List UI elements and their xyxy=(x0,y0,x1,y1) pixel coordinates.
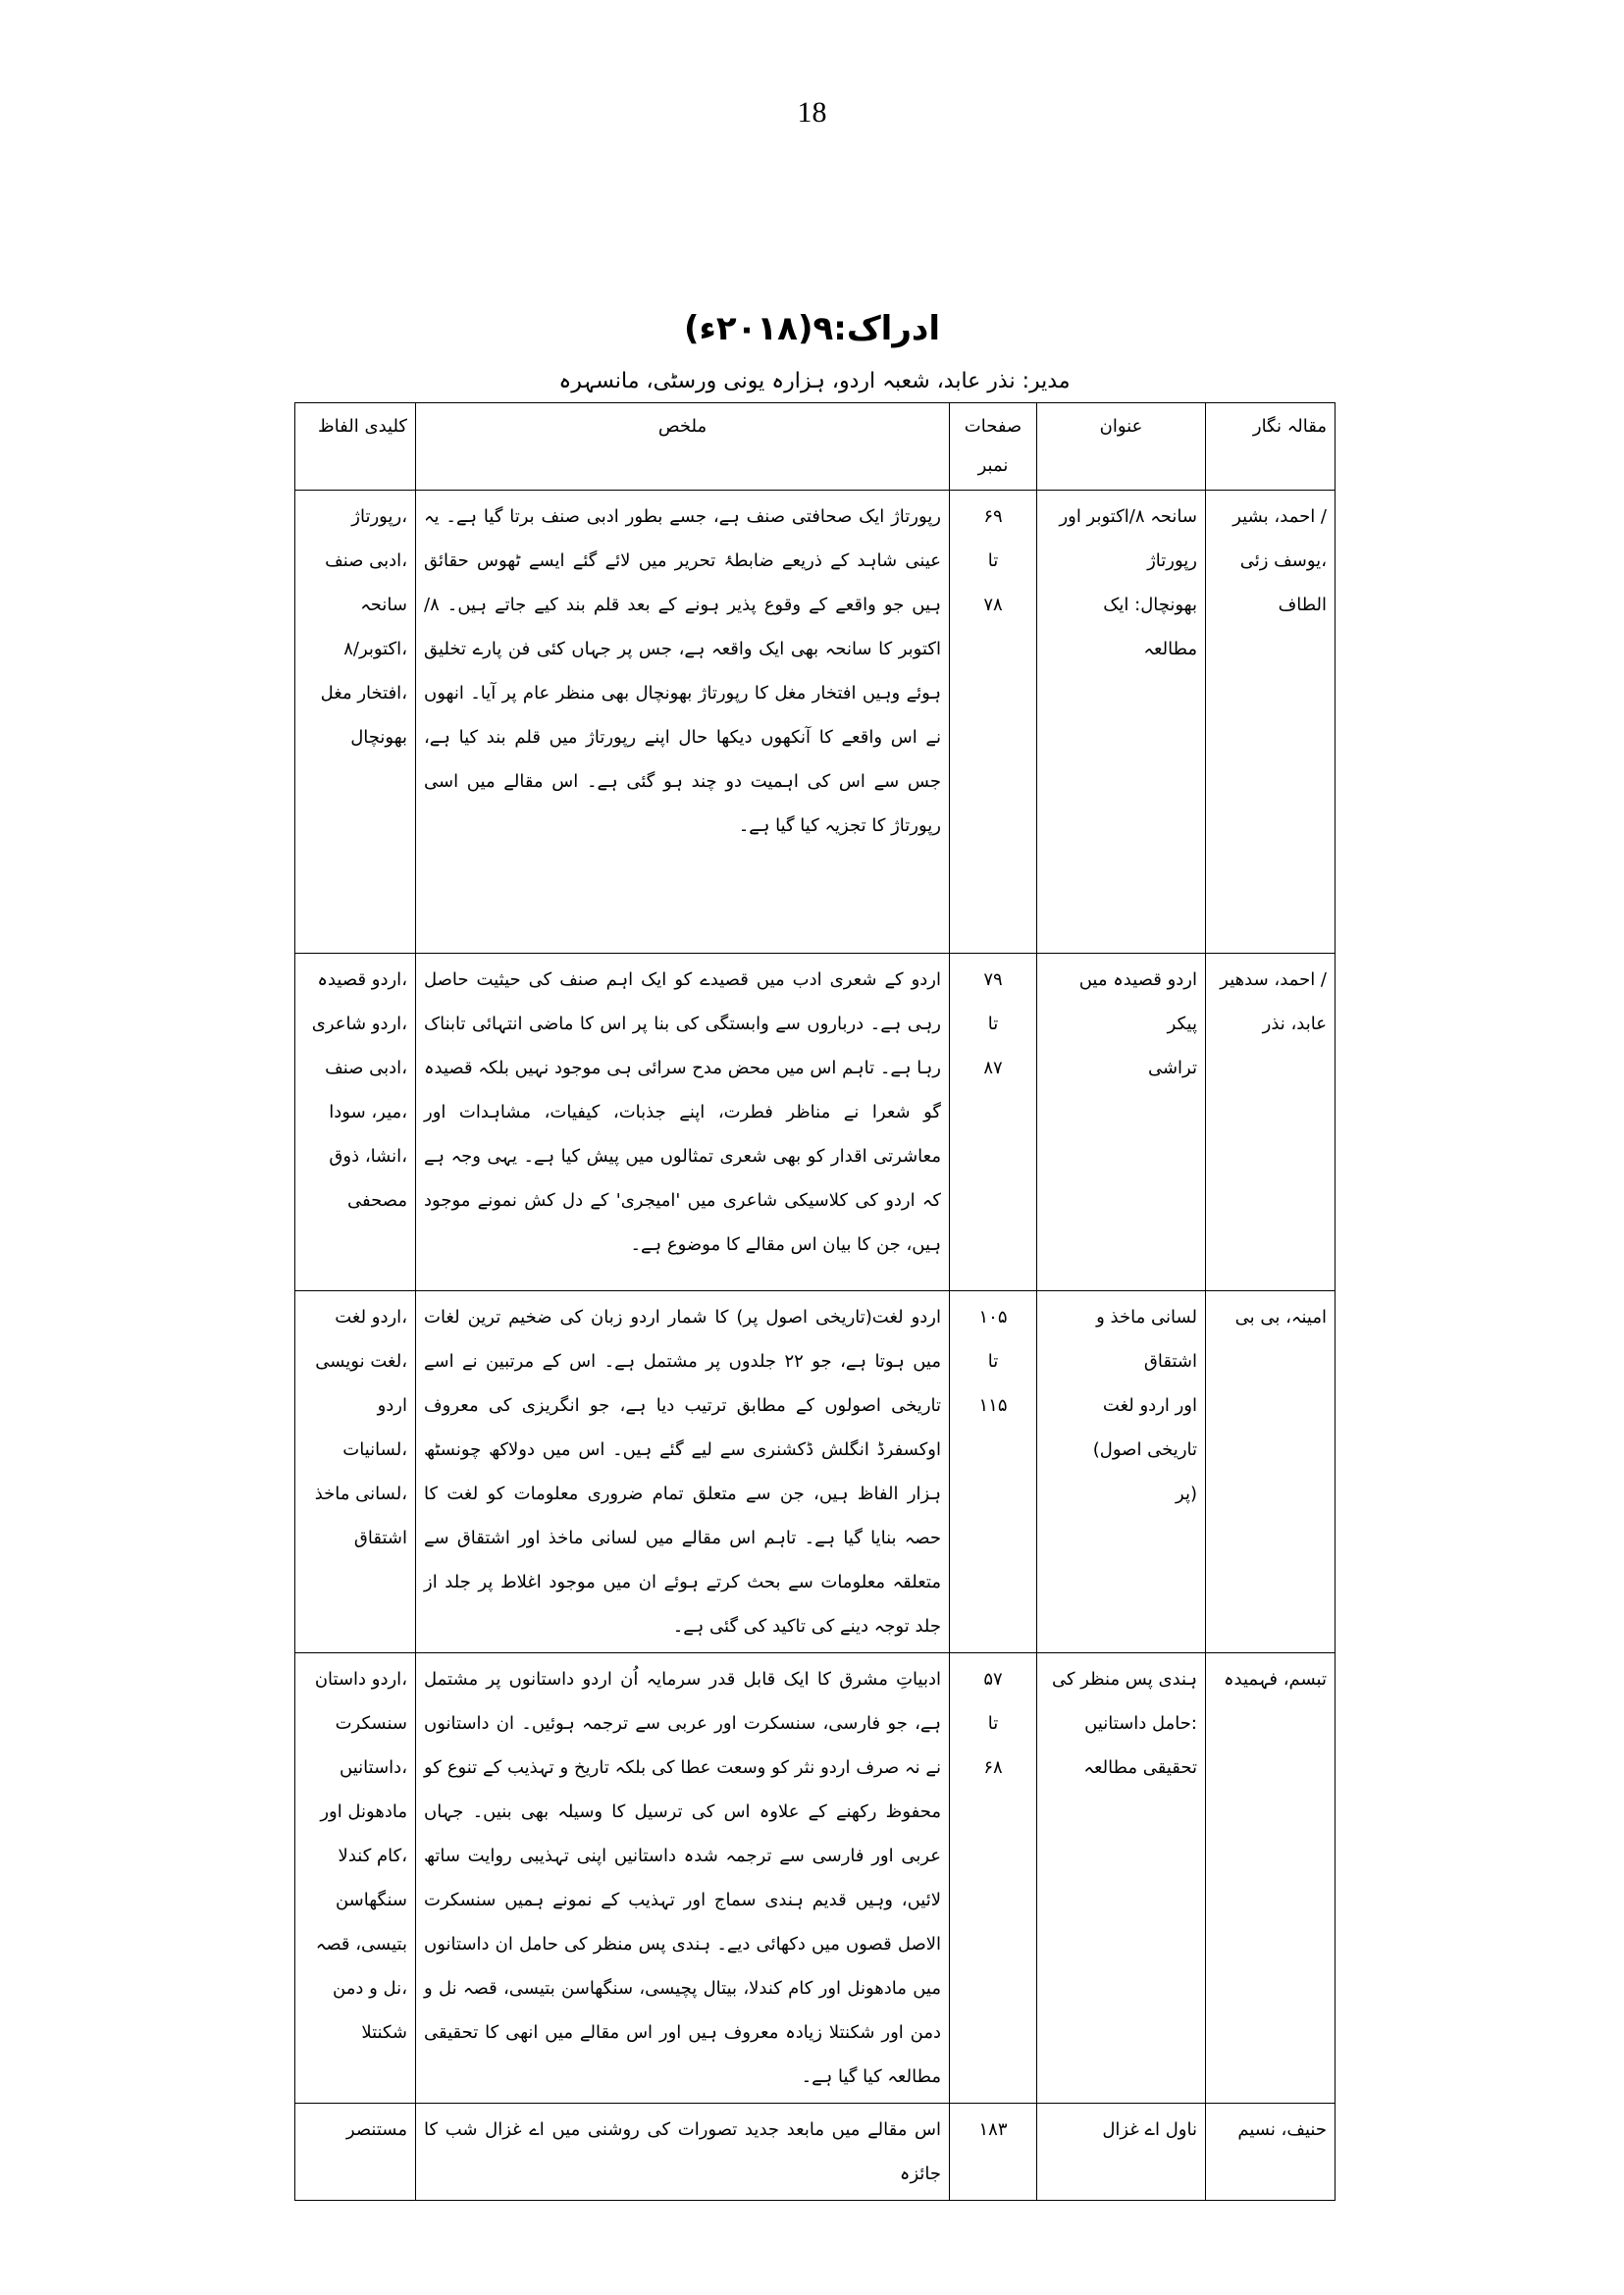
editor-line: مدیر: نذر عابد، شعبہ اردو، ہزارہ یونی ورسٹی، مانسہرہ xyxy=(558,369,1071,393)
article-index-table xyxy=(294,402,1336,2201)
table-row xyxy=(295,1653,1336,2104)
table-row xyxy=(295,491,1336,954)
journal-title: ادراک:۹(۲۰۱۸ء) xyxy=(684,309,940,348)
page-number: 18 xyxy=(797,96,827,129)
title-cell: لسانی ماخذ و اشتقاق اور اردو لغت (تاریخی اصول پر) xyxy=(1037,1291,1206,1653)
keywords-cell: مستنصر xyxy=(295,2104,416,2201)
pages-cell: ۶۹ تا ۷۸ xyxy=(950,491,1037,954)
keywords-cell: رپورتاژ، ادبی صنف، سانحہ ۸/اکتوبر، افتخار مغل، بھونچال xyxy=(295,491,416,954)
title-cell: اردو قصیدہ میں پیکر تراشی xyxy=(1037,954,1206,1291)
author-cell: تبسم، فہمیدہ xyxy=(1206,1653,1336,2104)
header-abstract: ملخص xyxy=(416,403,950,491)
header-pages: صفحات نمبر xyxy=(950,403,1037,491)
abstract-cell: اردو لغت(تاریخی اصول پر) کا شمار اردو زبان کی ضخیم ترین لغات میں ہوتا ہے، جو ۲۲ جلدوں پر مشتمل ہے۔ اس کے مرتبین نے اسے تاریخی اصولوں کے مطابق ترتیب دیا ہے، جو انگریزی کی معروف اوکسفرڈ انگلش ڈکشنری سے لیے گئے ہیں۔ اس میں دولاکھ چونسٹھ ہزار الفاظ ہیں، جن سے متعلق تمام ضروری معلومات کو لغت کا حصہ بنایا گیا ہے۔ تاہم اس مقالے میں لسانی ماخذ اور اشتقاق سے متعلقہ معلومات سے بحث کرتے ہوئے ان میں موجود اغلاط پر جلد از جلد توجہ دینے کی تاکید کی گئی ہے۔ xyxy=(416,1291,950,1653)
pages-cell: ۱۸۳ xyxy=(950,2104,1037,2201)
keywords-cell: اردو قصیدہ، اردو شاعری، ادبی صنف، میر، سودا، انشا، ذوق، مصحفی xyxy=(295,954,416,1291)
title-cell: ناول اے غزال xyxy=(1037,2104,1206,2201)
abstract-cell: ادبیاتِ مشرق کا ایک قابل قدر سرمایہ اُن اردو داستانوں پر مشتمل ہے، جو فارسی، سنسکرت اور عربی سے ترجمہ ہوئیں۔ ان داستانوں نے نہ صرف اردو نثر کو وسعت عطا کی بلکہ تاریخ و تہذیب کے تنوع کو محفوظ رکھنے کے علاوہ اس کی ترسیل کا وسیلہ بھی بنیں۔ جہاں عربی اور فارسی سے ترجمہ شدہ داستانیں اپنی تہذیبی روایت ساتھ لائیں، وہیں قدیم ہندی سماج اور تہذیب کے نمونے ہمیں سنسکرت الاصل قصوں میں دکھائی دیے۔ ہندی پس منظر کی حامل ان داستانوں میں مادھونل اور کام کندلا، بیتال پچیسی، سنگھاسن بتیسی، قصہ نل و دمن اور شکنتلا زیادہ معروف ہیں اور اس مقالے میں انھی کا تحقیقی مطالعہ کیا گیا ہے۔ xyxy=(416,1653,950,2104)
author-cell: احمد، بشیر / یوسف زئی، الطاف xyxy=(1206,491,1336,954)
author-cell: امینہ، بی بی xyxy=(1206,1291,1336,1653)
abstract-cell: اس مقالے میں مابعد جدید تصورات کی روشنی میں اے غزال شب کا جائزہ xyxy=(416,2104,950,2201)
header-title: عنوان xyxy=(1037,403,1206,491)
abstract-cell: اردو کے شعری ادب میں قصیدے کو ایک اہم صنف کی حیثیت حاصل رہی ہے۔ درباروں سے وابستگی کی بنا پر اس کا ماضی انتہائی تابناک رہا ہے۔ تاہم اس میں محض مدح سرائی ہی موجود نہیں بلکہ قصیدہ گو شعرا نے مناظر فطرت، اپنے جذبات، کیفیات، مشاہدات اور معاشرتی اقدار کو بھی شعری تمثالوں میں پیش کیا ہے۔ یہی وجہ ہے کہ اردو کی کلاسیکی شاعری میں 'امیجری' کے دل کش نمونے موجود ہیں، جن کا بیان اس مقالے کا موضوع ہے۔ xyxy=(416,954,950,1291)
keywords-cell: اردو داستان، سنسکرت داستانیں، مادھونل اور کام کندلا، سنگھاسن بتیسی، قصہ نل و دمن، شکنتلا xyxy=(295,1653,416,2104)
table-row xyxy=(295,1291,1336,1653)
header-author: مقالہ نگار xyxy=(1206,403,1336,491)
abstract-cell: رپورتاژ ایک صحافتی صنف ہے، جسے بطور ادبی صنف برتا گیا ہے۔ یہ عینی شاہد کے ذریعے ضابطۂ تحریر میں لائے گئے ایسے ٹھوس حقائق ہیں جو واقعے کے وقوع پذیر ہونے کے بعد قلم بند کیے جاتے ہیں۔ ۸/اکتوبر کا سانحہ بھی ایک واقعہ ہے، جس پر جہاں کئی فن پارے تخلیق ہوئے وہیں افتخار مغل کا رپورتاژ بھونچال بھی منظر عام پر آیا۔ انھوں نے اس واقعے کا آنکھوں دیکھا حال اپنے رپورتاژ میں قلم بند کیا ہے، جس سے اس کی اہمیت دو چند ہو گئی ہے۔ اس مقالے میں اسی رپورتاژ کا تجزیہ کیا گیا ہے۔ xyxy=(416,491,950,954)
author-cell: احمد، سدھیر / عابد، نذر xyxy=(1206,954,1336,1291)
header-keywords: کلیدی الفاظ xyxy=(295,403,416,491)
pages-cell: ۱۰۵ تا ۱۱۵ xyxy=(950,1291,1037,1653)
table-row xyxy=(295,954,1336,1291)
title-cell: سانحہ ۸/اکتوبر اور رپورتاژ بھونچال: ایک مطالعہ xyxy=(1037,491,1206,954)
pages-cell: ۷۹ تا ۸۷ xyxy=(950,954,1037,1291)
title-cell: ہندی پس منظر کی حامل داستانیں: تحقیقی مطالعہ xyxy=(1037,1653,1206,2104)
pages-cell: ۵۷ تا ۶۸ xyxy=(950,1653,1037,2104)
table-header-row xyxy=(295,403,1336,491)
keywords-cell: اردو لغت، لغت نویسی، اردو لسانیات، لسانی ماخذ، اشتقاق xyxy=(295,1291,416,1653)
author-cell: حنیف، نسیم xyxy=(1206,2104,1336,2201)
table-row xyxy=(295,2104,1336,2201)
